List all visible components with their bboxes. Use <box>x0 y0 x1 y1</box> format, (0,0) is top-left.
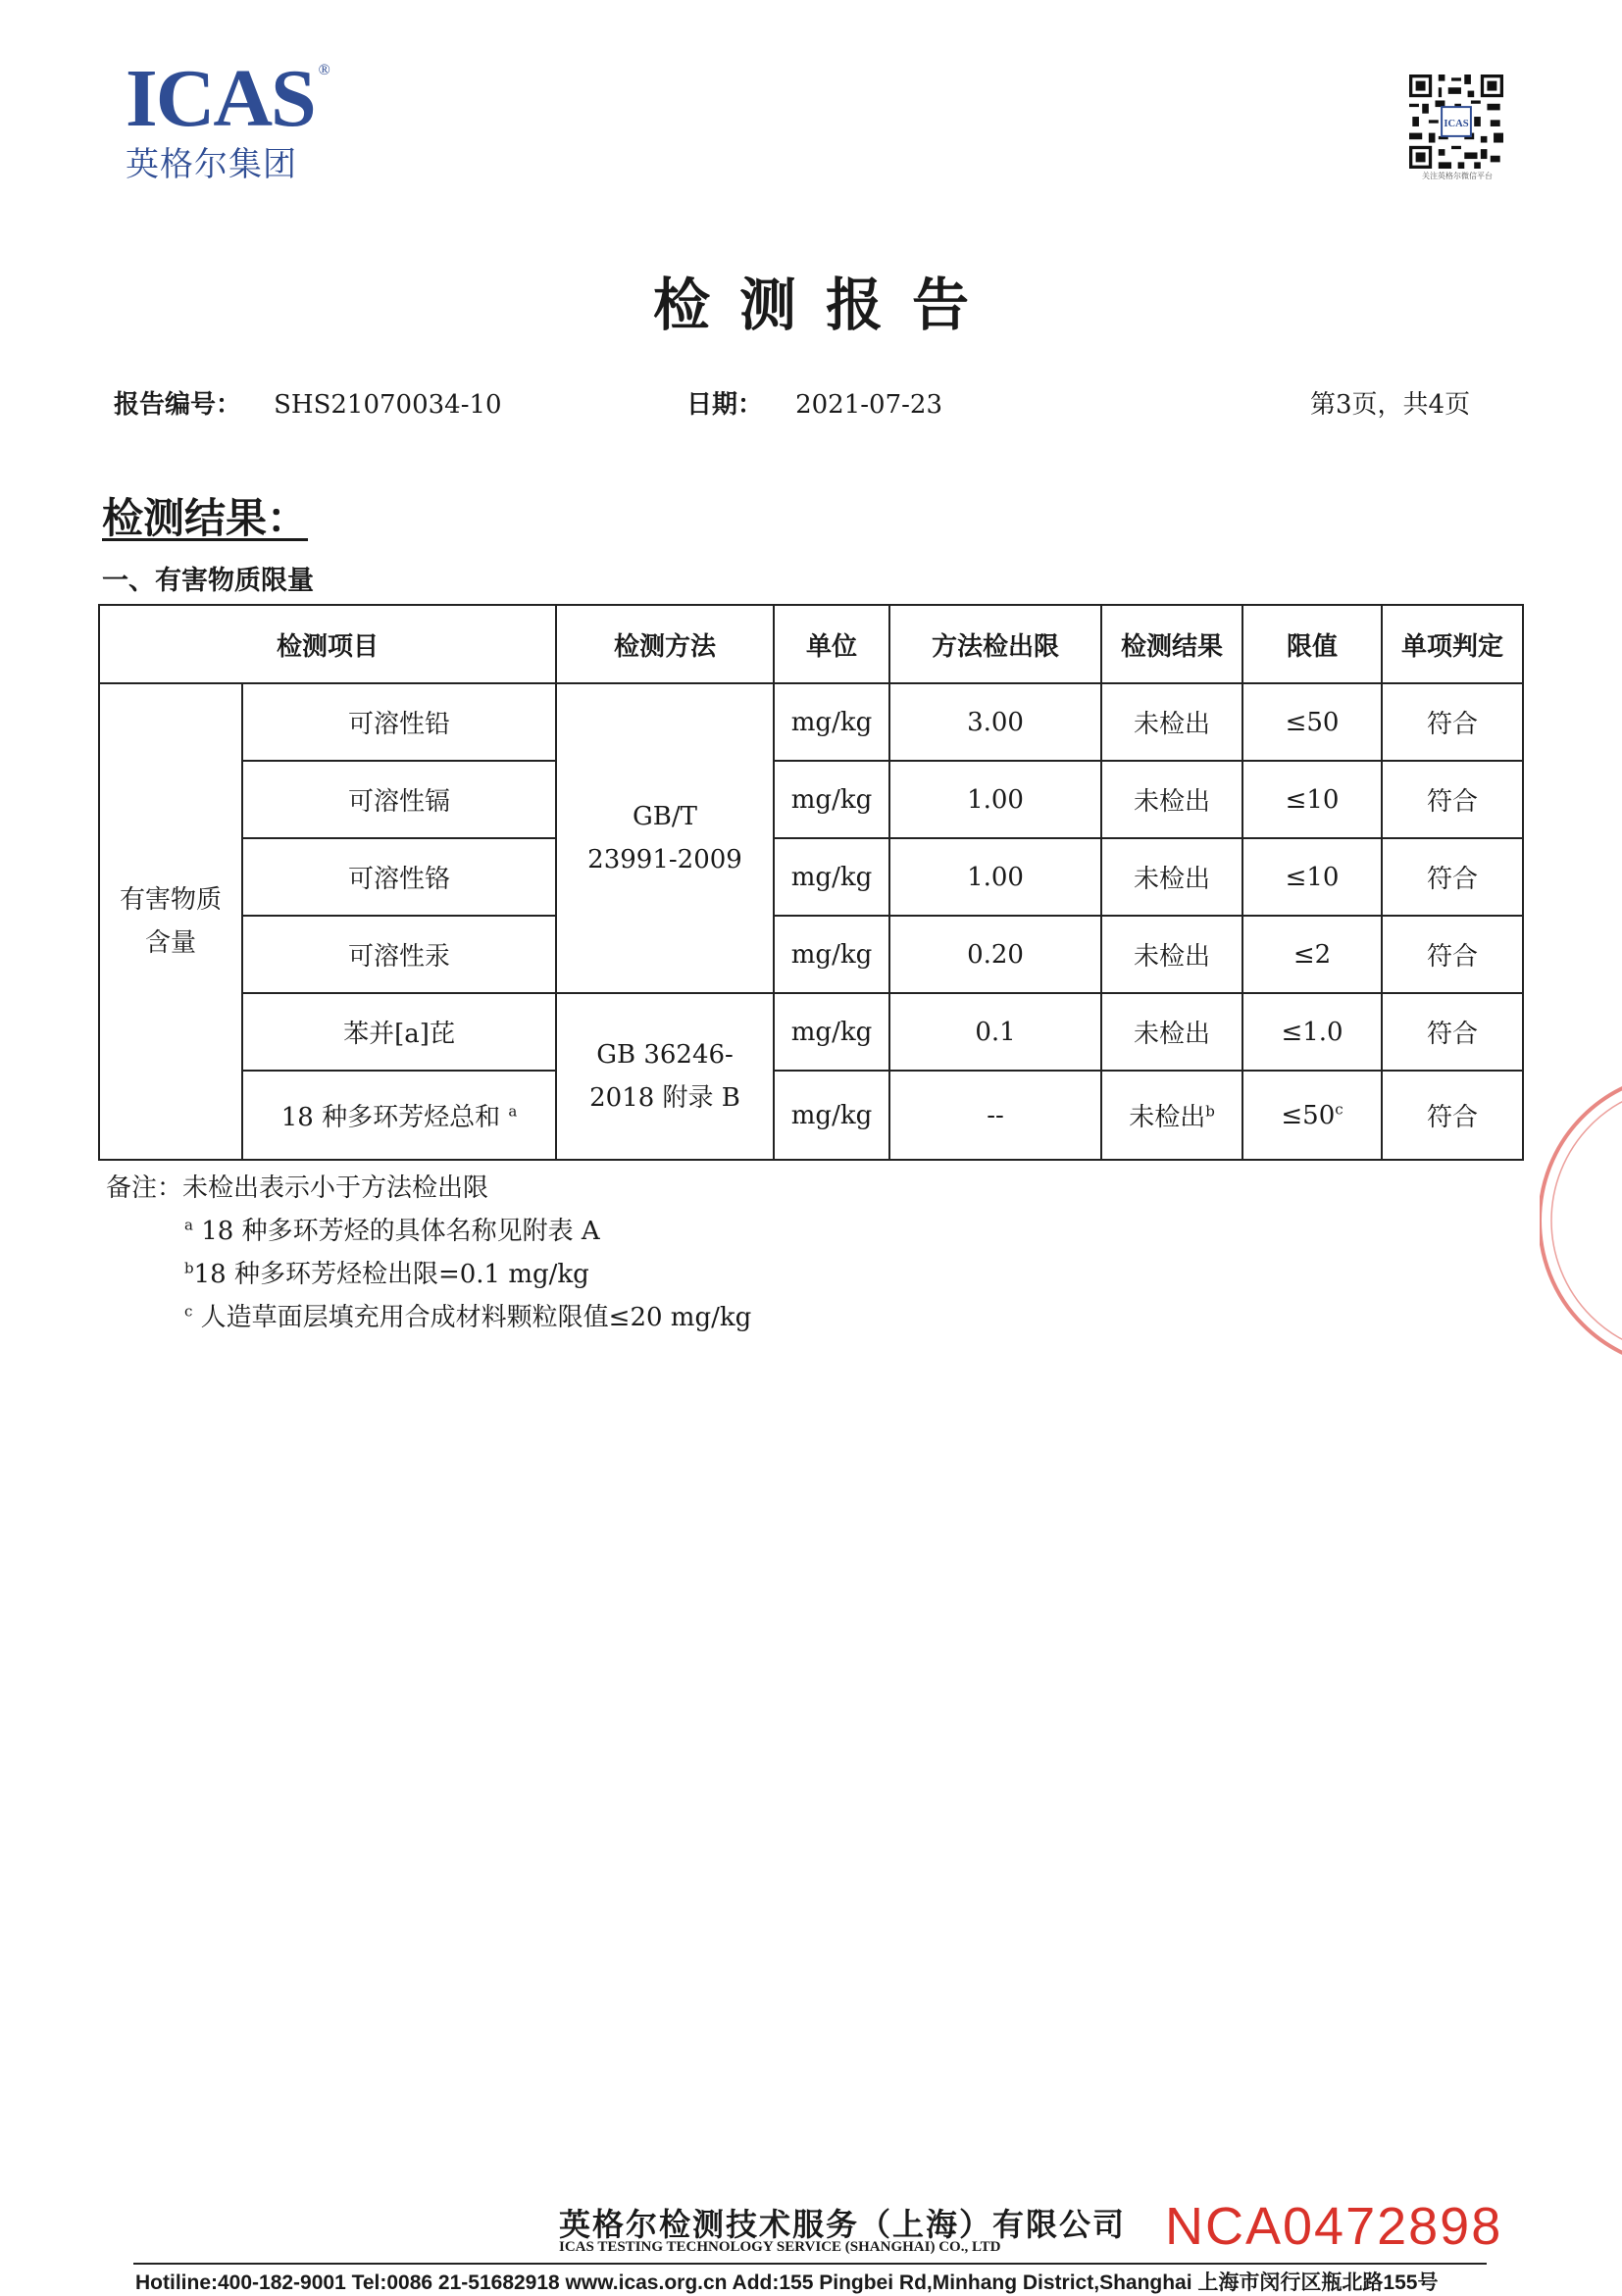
result-cell: 未检出 <box>1101 993 1242 1071</box>
note-main: 备注：未检出表示小于方法检出限 <box>106 1173 489 1203</box>
subsection-title: 一、有害物质限量 <box>102 566 314 596</box>
method-cell: GB 36246-2018 附录 B <box>556 993 774 1160</box>
item-cell: 可溶性铅 <box>242 683 556 761</box>
footnote-marker: b <box>1205 1102 1215 1121</box>
mdl-cell: 1.00 <box>889 838 1101 916</box>
limit-cell: ≤50 <box>1242 683 1382 761</box>
item-cell: 可溶性镉 <box>242 761 556 838</box>
result-cell: 未检出 <box>1101 761 1242 838</box>
result-cell: 未检出 <box>1101 838 1242 916</box>
item-cell: 可溶性汞 <box>242 916 556 993</box>
notes <box>106 1167 751 1339</box>
serial-number: NCA0472898 <box>1165 2197 1503 2256</box>
footer-contact: Hotiline:400-182-9001 Tel:0086 21-51682918 www.icas.org.cn Add:155 Pingbei Rd,Minhang District,Shanghai 上海市闵行区瓶北路155号 <box>135 2271 1439 2294</box>
limit-cell: $\le 50^c$ <box>1242 1071 1382 1160</box>
document-title: 检测报告 <box>652 272 998 338</box>
report-number-label: 报告编号： <box>114 390 242 420</box>
footer-divider <box>133 2263 1487 2265</box>
header-mdl: 方法检出限 <box>889 605 1101 683</box>
header-unit: 单位 <box>774 605 889 683</box>
header-method: 检测方法 <box>556 605 774 683</box>
header-verdict: 单项判定 <box>1382 605 1523 683</box>
unit-cell: mg/kg <box>774 916 889 993</box>
report-date <box>686 384 942 421</box>
logo-wordmark: ICAS ® <box>126 53 329 144</box>
method-cell: GB/T 23991-2009 <box>556 683 774 993</box>
logo-chinese-name: 英格尔集团 <box>126 145 297 184</box>
limit-cell: ≤10 <box>1242 761 1382 838</box>
footnote-marker: a <box>508 1102 518 1121</box>
footer-company-english: ICAS TESTING TECHNOLOGY SERVICE (SHANGHAI) CO., LTD <box>559 2239 1001 2255</box>
result-cell: 未检出$^b$ <box>1101 1071 1242 1160</box>
footer-company-name: 英格尔检测技术服务（上海）有限公司 <box>559 2206 1127 2243</box>
item-cell: 18 种多环芳烃总和 $^a$ <box>242 1071 556 1160</box>
verdict-cell: 符合 <box>1382 1071 1523 1160</box>
note-a: $^a$ 18 种多环芳烃的具体名称见附表 A <box>184 1216 600 1246</box>
table-header-row <box>99 605 1523 683</box>
unit-cell: mg/kg <box>774 683 889 761</box>
mdl-cell: 0.20 <box>889 916 1101 993</box>
category-cell: 有害物质含量 <box>99 683 242 1160</box>
footnote-marker: c <box>1335 1099 1343 1118</box>
report-date-label: 日期： <box>686 390 764 420</box>
unit-cell: mg/kg <box>774 993 889 1071</box>
mdl-cell: -- <box>889 1071 1101 1160</box>
header-result: 检测结果 <box>1101 605 1242 683</box>
qr-code-icon <box>1409 75 1503 169</box>
limit-cell: ≤10 <box>1242 838 1382 916</box>
verdict-cell: 符合 <box>1382 993 1523 1071</box>
report-date-value: 2021-07-23 <box>795 390 942 420</box>
section-title: 检测结果： <box>102 494 309 542</box>
mdl-cell: 1.00 <box>889 761 1101 838</box>
result-cell: 未检出 <box>1101 683 1242 761</box>
item-cell: 可溶性铬 <box>242 838 556 916</box>
qr-caption: 关注英格尔微信平台 <box>1422 172 1493 180</box>
mdl-cell: 3.00 <box>889 683 1101 761</box>
svg-text:ICAS: ICAS <box>1444 118 1469 129</box>
unit-cell: mg/kg <box>774 761 889 838</box>
page-number: 第3页，共4页 <box>1310 390 1471 420</box>
verdict-cell: 符合 <box>1382 683 1523 761</box>
header-limit: 限值 <box>1242 605 1382 683</box>
table-row <box>99 1071 1523 1160</box>
limit-cell: ≤2 <box>1242 916 1382 993</box>
note-c: $^c$ 人造草面层填充用合成材料颗粒限值≤20 mg/kg <box>184 1302 752 1332</box>
verdict-cell: 符合 <box>1382 838 1523 916</box>
item-cell: 苯并[a]芘 <box>242 993 556 1071</box>
report-number-value: SHS21070034-10 <box>274 390 502 420</box>
limit-cell: ≤1.0 <box>1242 993 1382 1071</box>
results-table <box>98 604 1524 1161</box>
result-cell: 未检出 <box>1101 916 1242 993</box>
registered-mark: ® <box>318 62 329 78</box>
verdict-cell: 符合 <box>1382 761 1523 838</box>
table-row <box>99 993 1523 1071</box>
table-row <box>99 683 1523 761</box>
verdict-cell: 符合 <box>1382 916 1523 993</box>
company-logo <box>126 53 351 185</box>
header-item: 检测项目 <box>99 605 556 683</box>
unit-cell: mg/kg <box>774 1071 889 1160</box>
table-row <box>99 761 1523 838</box>
seal-stamp-icon <box>1540 1059 1622 1382</box>
report-number <box>114 384 502 421</box>
unit-cell: mg/kg <box>774 838 889 916</box>
mdl-cell: 0.1 <box>889 993 1101 1071</box>
note-b: $^b$18 种多环芳烃检出限=0.1 mg/kg <box>184 1259 589 1289</box>
table-row <box>99 838 1523 916</box>
table-row <box>99 916 1523 993</box>
